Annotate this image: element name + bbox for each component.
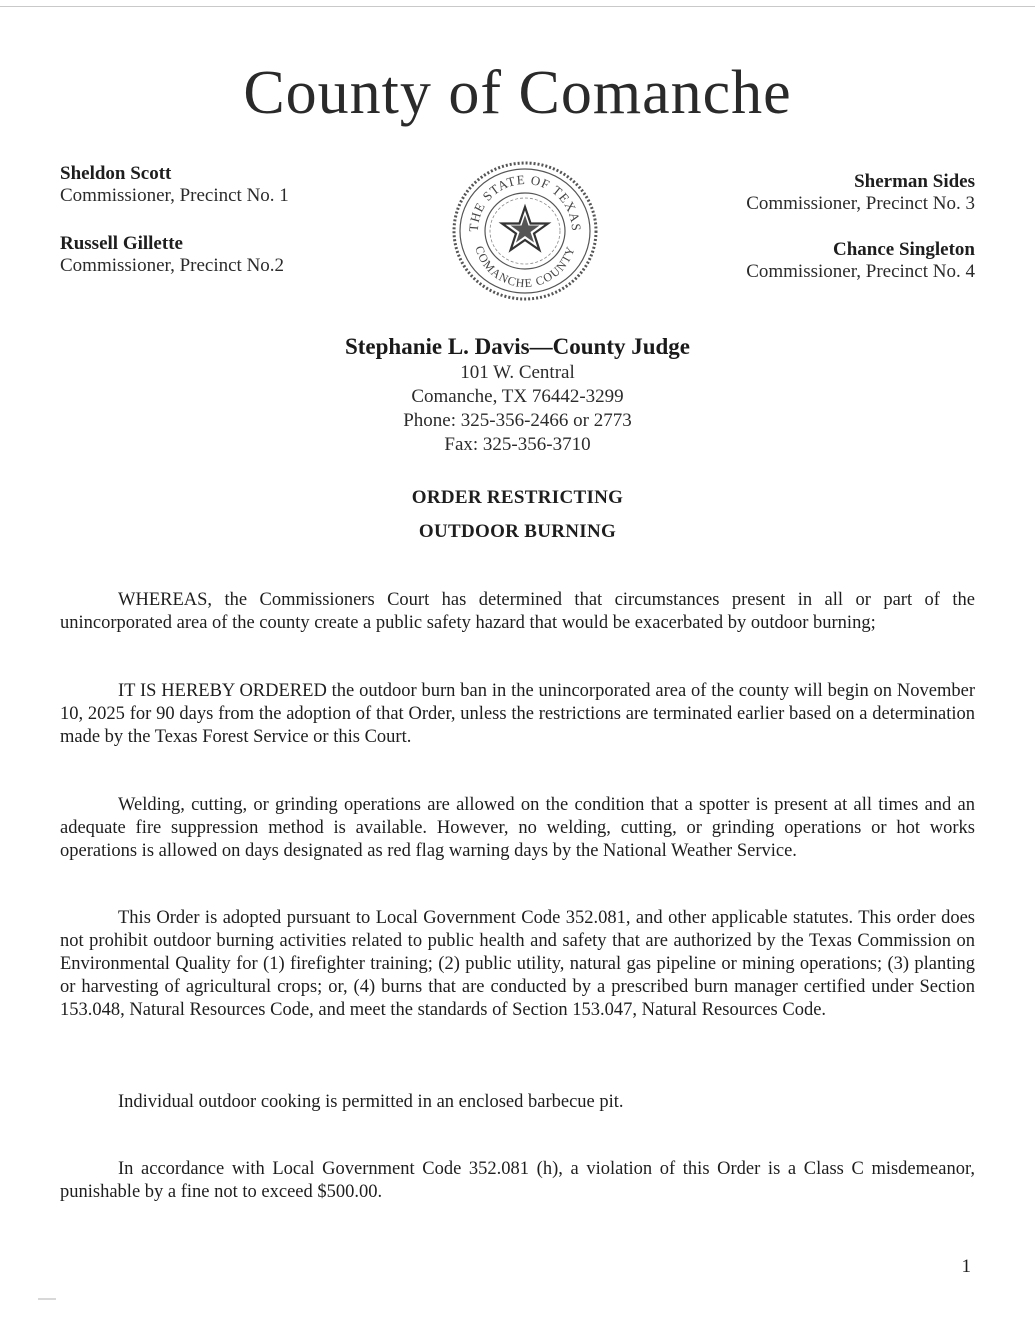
- order-title-line-2: OUTDOOR BURNING: [418, 521, 617, 542]
- page-title: County of Comanche: [243, 59, 792, 127]
- paragraph-ordered: IT IS HEREBY ORDERED the outdoor burn ban in the unincorporated area of the county will begin on November 10, 2025 for 90 days from the adoption of that Order, unless the restrictions are terminated earlier based on a determination made by the Texas Forest Service or this Court.: [60, 681, 975, 747]
- seal-text-bottom: COMANCHE COUNTY: [472, 244, 578, 291]
- commissioner-precinct-3: [746, 171, 975, 215]
- commissioner-name: Sheldon Scott: [60, 163, 172, 184]
- seal-text-top: THE STATE OF TEXAS: [465, 171, 585, 233]
- commissioner-role: Commissioner, Precinct No. 3: [746, 193, 975, 214]
- page-number: 1: [961, 1256, 971, 1277]
- commissioner-name: Russell Gillette: [60, 233, 183, 254]
- paragraph-whereas: WHEREAS, the Commissioners Court has determined that circumstances present in all or part of the unincorporated area of the county create a public safety hazard that would be exacerbated by outdoor burning;: [60, 590, 975, 633]
- commissioner-role: Commissioner, Precinct No. 1: [60, 185, 289, 206]
- fax-line: Fax: 325-356-3710: [444, 434, 591, 455]
- paragraph-statute: This Order is adopted pursuant to Local Government Code 352.081, and other applicable statutes. This order does not prohibit outdoor burning activities related to public health and safety that are authorized by the Texas Commission on Environmental Quality for (1) firefighter training; (2) public utility, natural gas pipeline or mining operations; (3) planting or harvesting of agricultural crops; or, (4) burns that are conducted by a prescribed burn manager certified under Section 153.048, Natural Resources Code, and meet the standards of Section 153.047, Natural Resources Code.: [60, 908, 975, 1020]
- paragraph-cooking: Individual outdoor cooking is permitted in an enclosed barbecue pit.: [118, 1092, 624, 1112]
- phone-line: Phone: 325-356-2466 or 2773: [403, 410, 632, 431]
- commissioner-name: Chance Singleton: [833, 239, 975, 260]
- svg-text:COMANCHE COUNTY: [472, 244, 577, 290]
- address-line-2: Comanche, TX 76442-3299: [411, 386, 624, 407]
- judge-contact-block: [0, 333, 1035, 457]
- judge-name: Stephanie L. Davis—County Judge: [344, 334, 691, 359]
- commissioner-role: Commissioner, Precinct No.2: [60, 255, 285, 276]
- commissioner-precinct-2: [60, 233, 284, 277]
- scan-edge-line: [0, 6, 1035, 7]
- commissioner-precinct-4: [746, 239, 975, 283]
- paragraph-violation: In accordance with Local Government Code 352.081 (h), a violation of this Order is a Class C misdemeanor, punishable by a fine not to exceed $500.00.: [60, 1159, 975, 1202]
- order-title-line-1: ORDER RESTRICTING: [411, 487, 624, 508]
- commissioner-name: Sherman Sides: [854, 171, 975, 192]
- address-line-1: 101 W. Central: [460, 362, 575, 383]
- commissioner-role: Commissioner, Precinct No. 4: [746, 261, 975, 282]
- paragraph-welding: Welding, cutting, or grinding operations are allowed on the condition that a spotter is present at all times and an adequate fire suppression method is available. However, no welding, cutting, or grinding operations or hot works operations is allowed on days designated as red flag warning days by the National Weather Service.: [60, 795, 975, 861]
- county-seal-icon: [450, 160, 600, 302]
- commissioner-precinct-1: [60, 163, 289, 207]
- scan-smudge: [38, 1298, 56, 1300]
